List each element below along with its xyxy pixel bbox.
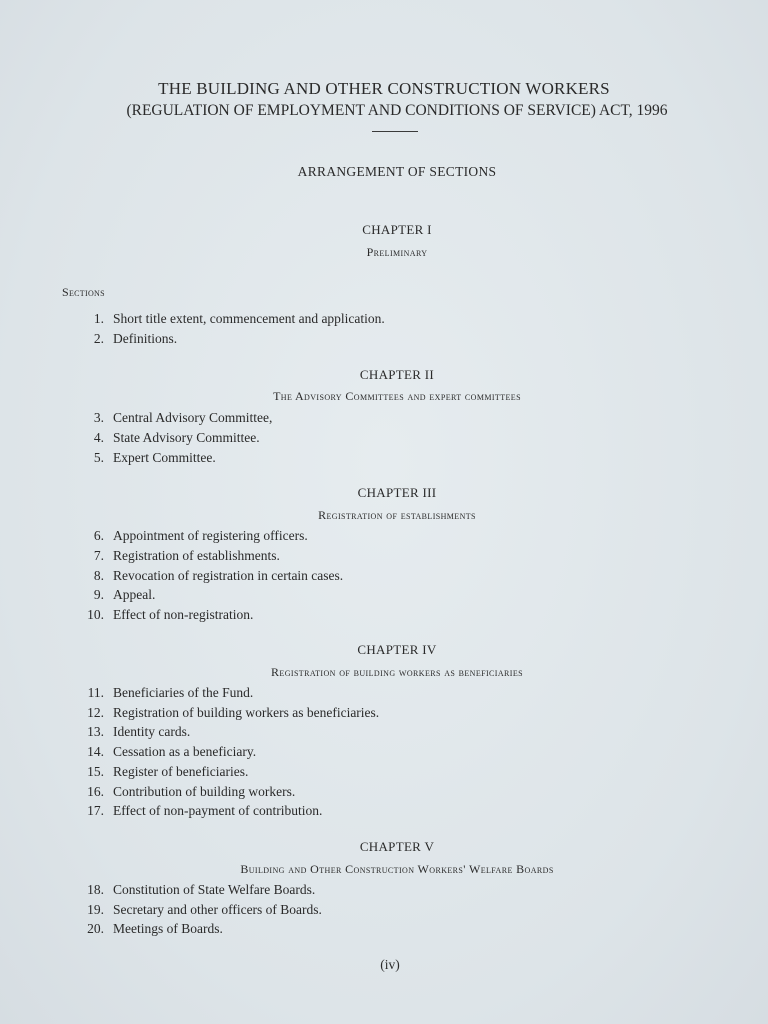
chapter-1-subtitle: Preliminary [366,245,428,259]
section-title: Appeal. [113,587,156,602]
section-title: Central Advisory Committee, [113,410,273,425]
act-subtitle: (REGULATION OF EMPLOYMENT AND CONDITIONS OF SERVICE) ACT, 1996 [126,102,668,119]
chapter-3-subtitle: Registration of establishments [318,508,476,522]
chapter-4-subtitle: Registration of building workers as beneficiaries [271,665,523,679]
sections-label: Sections [62,285,105,299]
section-title: Effect of non-payment of contribution. [113,803,323,818]
act-title: THE BUILDING AND OTHER CONSTRUCTION WORKERS [158,79,610,98]
section-title: Cessation as a beneficiary. [113,744,257,759]
section-number: 10. [87,607,104,622]
section-title: Short title extent, commencement and application. [113,311,385,326]
section-number: 4. [93,430,104,445]
section-title: Appointment of registering officers. [113,528,308,543]
arrangement-heading: ARRANGEMENT OF SECTIONS [297,164,497,179]
section-number: 20. [87,921,104,936]
section-number: 14. [87,744,104,759]
section-title: Expert Committee. [113,450,216,465]
section-number: 12. [87,705,104,720]
page-number: (iv) [380,957,400,972]
section-title: Definitions. [113,331,178,346]
section-title: Revocation of registration in certain cases. [113,568,344,583]
section-number: 6. [93,528,104,543]
section-number: 11. [87,685,104,700]
section-number: 9. [93,587,104,602]
section-title: Constitution of State Welfare Boards. [113,882,316,897]
section-number: 3. [93,410,104,425]
section-number: 8. [93,568,104,583]
section-title: Meetings of Boards. [113,921,223,936]
section-title: Register of beneficiaries. [113,764,249,779]
section-title: Effect of non-registration. [113,607,254,622]
section-title: Identity cards. [113,724,191,739]
section-number: 7. [93,548,104,563]
section-title: State Advisory Committee. [113,430,260,445]
section-number: 15. [87,764,104,779]
chapter-1-heading: CHAPTER I [362,222,432,237]
chapter-5-subtitle: Building and Other Construction Workers' Welfare Boards [240,862,554,876]
chapter-2-subtitle: The Advisory Committees and expert committees [273,389,521,403]
section-number: 19. [87,902,104,917]
chapter-2-heading: CHAPTER II [359,367,435,382]
section-number: 17. [87,803,104,818]
section-title: Contribution of building workers. [113,784,296,799]
chapter-3-heading: CHAPTER III [357,485,437,500]
title-divider [372,131,418,132]
section-title: Beneficiaries of the Fund. [113,685,254,700]
section-title: Secretary and other officers of Boards. [113,902,322,917]
section-title: Registration of establishments. [113,548,280,563]
section-title: Registration of building workers as beneficiaries. [113,705,380,720]
section-number: 13. [87,724,104,739]
section-number: 5. [93,450,104,465]
chapter-4-heading: CHAPTER IV [357,642,437,657]
section-number: 18. [87,882,104,897]
chapter-5-heading: CHAPTER V [359,839,435,854]
section-number: 1. [93,311,104,326]
section-number: 2. [93,331,104,346]
section-number: 16. [87,784,104,799]
